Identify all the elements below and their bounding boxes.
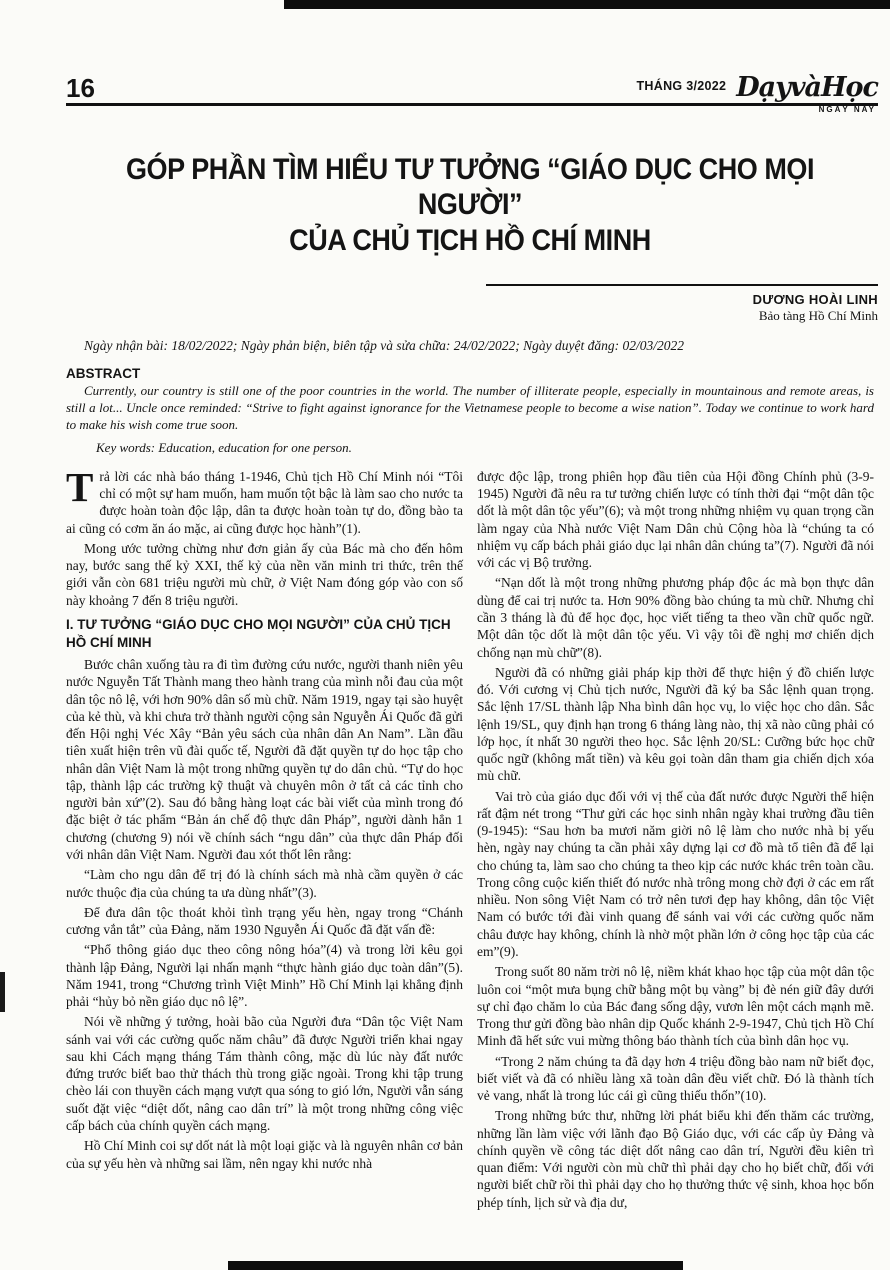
author-rule — [486, 284, 878, 286]
paragraph: Nói về những ý tưởng, hoài bão của Người đưa “Dân tộc Việt Nam sánh vai với các cường quốc năm châu” đã được Người triển khai ngay sau khi Cách mạng tháng Tám thành công, mặc dù lúc này đất nước đứng trước biết bao thử thách thù trong giặc ngoài. Trong khi tập trung chèo lái con thuyền cách mạng vượt qua sóng to gió lớn, Người vẫn sáng suốt đặt việc “diệt dốt, nâng cao dân trí” là một trong những công việc cấp bách của chính quyền cách mạng. — [66, 1014, 463, 1133]
dropcap: T — [66, 463, 94, 510]
paragraph: Người đã có những giải pháp kịp thời để thực hiện ý đồ chiến lược đó. Với cương vị Chủ tịch nước, Người đã ký ba Sắc lệnh quan trọng. Sắc lệnh 17/SL thành lập Nha bình dân học vụ, lo việc học cho dân. Sắc lệnh 19/SL, quy định hạn trong 6 tháng làng nào, thị xã nào cũng phải có lớp học, ít nhất 30 người theo học. Sắc lệnh 20/SL: Cưỡng bức học chữ quốc ngữ (không mất tiền) và kêu gọi toàn dân tham gia chiến dịch xóa mù chữ. — [477, 664, 874, 784]
left-column — [66, 463, 463, 1214]
paragraph — [66, 463, 463, 537]
page-header — [0, 0, 890, 114]
keywords-line: Key words: Education, education for one person. — [96, 439, 352, 455]
scan-artifact-left — [0, 972, 5, 1012]
paragraph: Để đưa dân tộc thoát khỏi tình trạng yếu hèn, ngay trong “Chánh cương vắn tắt” của Đảng, năm 1930 Nguyễn Ái Quốc đã đặt vấn đề: — [66, 904, 463, 938]
paragraph: được độc lập, trong phiên họp đầu tiên của Hội đồng Chính phủ (3-9-1945) Người đã nêu ra tư tưởng chiến lược có tính thời đại “một dân tộc dốt là một dân tộc yếu”(6); và một trong những nhiệm vụ quan trọng cần làm ngay của Nhà nước Việt Nam Dân chủ Cộng hòa là “chúng ta có nhiệm vụ cấp bách phải giáo dục lại nhân dân chúng ta”(7). Người đã nói với các vị Bộ trưởng. — [477, 468, 874, 571]
paragraph: Bước chân xuống tàu ra đi tìm đường cứu nước, người thanh niên yêu nước Nguyễn Tất Thành mang theo hành trang của mình nỗi đau của một dân tộc nô lệ, với hơn 90% dân số mù chữ. Năm 1919, ngay tại sào huyệt của kẻ thù, và khi chưa trở thành người cộng sản Nguyễn Ái Quốc đã gửi đến Hội nghị Véc Xây “Bản yêu sách của nhân dân An Nam”. Lần đầu tiên xuất hiện trên vũ đài quốc tế, Người đã đặt quyền tự do học tập cho nhân dân Việt Nam là một trong những quyền tự do dân chủ. “Tự do học tập, thành lập các trường kỹ thuật và chuyên môn ở tất cả các tỉnh cho người bản xứ”(2). Sau đó bằng hàng loạt các bài viết của mình trong đó đặc biệt ở tác phẩm “Bản án chế độ thực dân Pháp”, người dành hẳn 1 chương (chương 9) nói về chính sách “ngu dân” của thực dân Pháp đối với nhân dân Việt Nam. Người đau xót thốt lên rằng: — [66, 657, 463, 862]
author-block — [66, 284, 878, 324]
abstract-heading: ABSTRACT — [66, 366, 141, 382]
section-heading: I. TƯ TƯỞNG “GIÁO DỤC CHO MỌI NGƯỜI” CỦA CHỦ TỊCH HỒ CHÍ MINH — [66, 616, 451, 650]
paragraph: “Trong 2 năm chúng ta đã dạy hơn 4 triệu đồng bào nam nữ biết đọc, biết viết và đã có nhiều làng xã toàn dân đều viết chữ. Đó là thành tích vẻ vang, nhất là trong lúc cái gì cũng thiếu thốn”(10). — [477, 1053, 874, 1104]
paragraph: “Nạn dốt là một trong những phương pháp độc ác mà bọn thực dân dùng để cai trị nước ta. Hơn 90% đồng bào chúng ta mù chữ. Nhưng chỉ cần 3 tháng là đủ để học đọc, học viết tiếng ta theo vần chữ quốc ngữ. Một dân tộc dốt là một dân tộc yếu. Vì vậy tôi đề nghị mơ chiến dịch chống nạn mù chữ”(8). — [477, 575, 874, 660]
magazine-logo-text: DạyvàHọc — [736, 72, 878, 103]
paragraph: Vai trò của giáo dục đối với vị thế của đất nước được Người thể hiện rất đậm nét trong “Thư gửi các học sinh nhân ngày khai trường đầu tiên (9-1945): “Sau hơn ba mươi năm giời nô lệ làm cho nước nhà bị yếu hèn, ngày nay chúng ta cần phải xây dựng lại cơ đồ mà tổ tiên đã để lại cho chúng ta, làm sao cho chúng ta theo kịp các nước khác trên toàn cầu. Trong công cuộc kiến thiết đó nước nhà trông mong chờ đợi ở các em rất nhiều. Non sông Việt Nam có trở nên tươi đẹp hay không, dân tộc Việt Nam có bước tới đài vinh quang để sánh vai với các cường quốc năm châu được hay không, chính là nhờ một phần lớn ở công học tập của các em”(9). — [477, 788, 874, 960]
header-rule — [66, 103, 878, 106]
abstract-text: Currently, our country is still one of the poor countries in the world. The number of illiterate people, especially in mountainous and remote areas, is still a lot... Uncle once reminded: “Strive to fight against ignorance for the Vietnamese people to become a wise nation”. Today we continue to work hard to make his wish come true soon. — [66, 383, 874, 432]
author-affiliation: Bảo tàng Hồ Chí Minh — [758, 308, 878, 324]
right-column — [477, 468, 874, 1214]
paragraph: “Làm cho ngu dân để trị đó là chính sách mà nhà cầm quyền ở các nước thuộc địa của chúng ta ưa dùng nhất”(3). — [66, 867, 463, 900]
author-name: DƯƠNG HOÀI LINH — [752, 292, 878, 308]
paragraph: Hồ Chí Minh coi sự dốt nát là một loại giặc và là nguyên nhân cơ bản của sự yếu hèn và những sai lầm, nên ngay khi nước nhà — [66, 1138, 463, 1171]
paragraph: Mong ước tưởng chừng như đơn giản ấy của Bác mà cho đến hôm nay, bước sang thế kỷ XXI, thế kỷ của nền văn minh tri thức, trên thế giới vẫn còn 681 triệu người mù chữ, ở Việt Nam đóng góp vào con số này khoảng 7 đến 8 triệu người. — [66, 540, 463, 608]
page-number: 16 — [66, 73, 95, 103]
article-content — [0, 338, 890, 1214]
header-right — [636, 72, 879, 114]
submission-dates: Ngày nhận bài: 18/02/2022; Ngày phản biện, biên tập và sửa chữa: 24/02/2022; Ngày duyệt đăng: 02/03/2022 — [84, 338, 685, 354]
article-title-line2: CỦA CHỦ TỊCH HỒ CHÍ MINH — [289, 223, 651, 257]
scan-artifact-bottom — [228, 1261, 683, 1270]
paragraph-text: rả lời các nhà báo tháng 1-1946, Chủ tịch Hồ Chí Minh nói “Tôi chỉ có một sự ham muốn, ham muốn tột bậc là làm sao cho nước ta được hoàn toàn độc lập, dân ta được hoàn toàn tự do, đồng bào ta ai cũng có cơm ăn áo mặc, ai cũng được học hành”(1). — [66, 468, 463, 536]
paragraph: Trong những bức thư, những lời phát biểu khi đến thăm các trường, những lần làm việc với lãnh đạo Bộ Giáo dục, với các cấp ủy Đảng và chính quyền về công tác diệt dốt nâng cao dân trí, Người đều kiên trì quan điểm: Với người còn mù chữ thì phải dạy cho họ biết chữ, đối với người biết chữ rồi thì phải dạy cho họ thưởng thức vệ sinh, khoa học bốn phép tính, lịch sử và địa dư, — [477, 1108, 874, 1210]
article-title-line1: GÓP PHẦN TÌM HIỂU TƯ TƯỞNG “GIÁO DỤC CHO MỌI NGƯỜI” — [125, 153, 815, 222]
issue-date: THÁNG 3/2022 — [636, 79, 727, 93]
paragraph: “Phổ thông giáo dục theo công nông hóa”(4) và trong lời kêu gọi thành lập Đảng, Người lại nhấn mạnh “thực hành giáo dục toàn dân”(5). Năm 1941, trong “Chương trình Việt Minh” Hồ Chí Minh lại khẳng định phải “hủy bỏ nền giáo dục nô lệ”. — [66, 942, 463, 1010]
scan-artifact-top — [284, 0, 890, 9]
article-body — [66, 463, 874, 1214]
magazine-logo — [736, 72, 878, 114]
article-title — [106, 152, 833, 258]
magazine-logo-subtext: NGÀY NAY — [818, 105, 876, 114]
paragraph: Trong suốt 80 năm trời nô lệ, niềm khát khao học tập của một dân tộc luôn coi “một mưa bụng chữ bằng một bụ vàng” bị đè nén giữ đây dưới sự chỉ đạo chăm lo của Bác đang sống dậy, vươn lên một cách mạnh mẽ. Trong thư gửi đồng bào nhân dịp Quốc khánh 2-9-1947, Chủ tịch Hồ Chí Minh đã hết sức vui mừng thông báo thành tích của bình dân học vụ. — [477, 964, 874, 1049]
